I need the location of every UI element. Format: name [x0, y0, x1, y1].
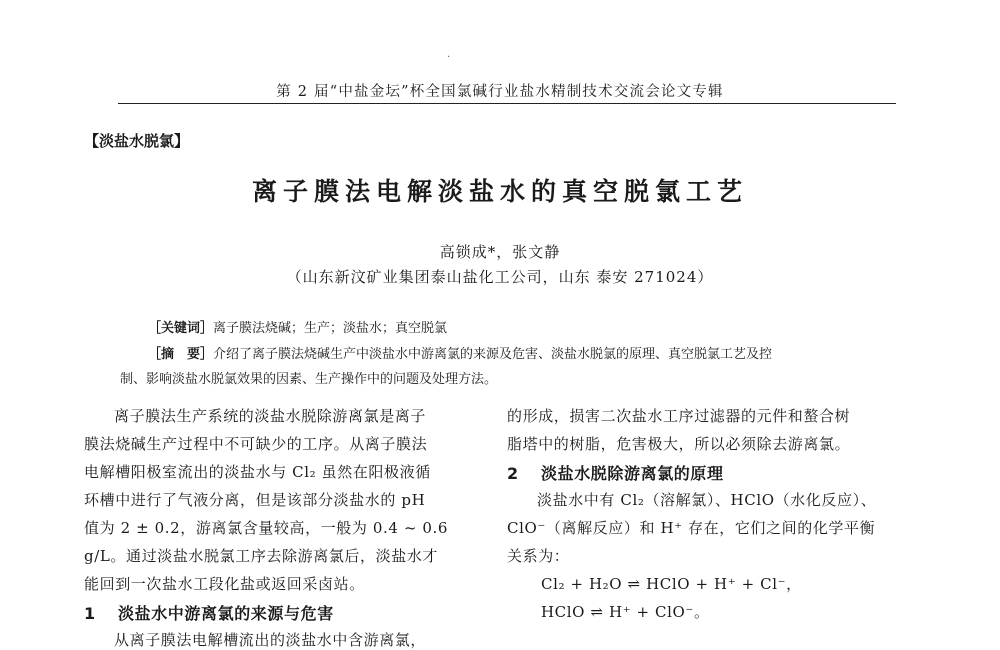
- header-rule: [118, 103, 896, 104]
- scan-speck: ·: [447, 52, 451, 63]
- keywords-text: 离子膜法烧碱；生产；淡盐水；真空脱氯: [213, 321, 448, 336]
- abstract-line-1: 介绍了离子膜法烧碱生产中淡盐水中游离氯的来源及危害、淡盐水脱氯的原理、真空脱氯工艺及控: [213, 347, 773, 362]
- section-tag: 【淡盐水脱氯】: [84, 132, 190, 150]
- abstract: [148, 343, 772, 362]
- paper-title: 离子膜法电解淡盐水的真空脱氯工艺: [251, 177, 748, 206]
- authors: 高锁成*，张文静: [439, 243, 561, 261]
- section-heading-text: 淡盐水脱除游离氯的原理: [541, 464, 724, 483]
- keywords-label: ［关键词］: [148, 321, 214, 336]
- body-line: 离子膜法生产系统的淡盐水脱除游离氯是离子: [114, 407, 427, 425]
- body-line: 膜法烧碱生产过程中不可缺少的工序。从离子膜法: [84, 435, 428, 453]
- body-line: 的形成，损害二次盐水工序过滤器的元件和螯合树: [507, 407, 851, 425]
- abstract-line-2: 制、影响淡盐水脱氯效果的因素、生产操作中的问题及处理方法。: [120, 372, 498, 387]
- keywords: [148, 317, 447, 336]
- equation-2: HClO ⇌ H⁺ + ClO⁻。: [541, 603, 710, 621]
- equation-1: Cl₂ + H₂O ⇌ HClO + H⁺ + Cl⁻，: [541, 575, 802, 593]
- body-line: 从离子膜法电解槽流出的淡盐水中含游离氯，: [114, 631, 427, 649]
- body-line: 关系为：: [507, 547, 570, 565]
- running-header: 第 2 届“中盐金坛”杯全国氯碱行业盐水精制技术交流会论文专辑: [276, 84, 724, 100]
- affiliation: （山东新汶矿业集团泰山盐化工公司，山东 泰安 271024）: [286, 268, 714, 286]
- section-number: 2: [507, 464, 519, 483]
- section-heading-2: [507, 461, 724, 484]
- body-line: ClO⁻（离解反应）和 H⁺ 存在，它们之间的化学平衡: [507, 519, 876, 537]
- body-line: 值为 2 ± 0.2，游离氯含量较高，一般为 0.4 ~ 0.6: [84, 519, 449, 537]
- body-line: 环槽中进行了气液分离，但是该部分淡盐水的 pH: [84, 491, 426, 509]
- body-line: 淡盐水中有 Cl₂（溶解氯）、HClO（水化反应）、: [537, 491, 877, 509]
- body-line: g/L。通过淡盐水脱氯工序去除游离氯后，淡盐水才: [84, 547, 439, 565]
- abstract-label: ［摘 要］: [148, 347, 214, 362]
- body-line: 脂塔中的树脂，危害极大，所以必须除去游离氯。: [507, 435, 851, 453]
- body-line: 电解槽阳极室流出的淡盐水与 Cl₂ 虽然在阳极液循: [84, 463, 431, 481]
- body-line: 能回到一次盐水工段化盐或返回采卤站。: [84, 575, 365, 593]
- section-heading-1: [84, 601, 334, 624]
- section-number: 1: [84, 604, 96, 623]
- section-heading-text: 淡盐水中游离氯的来源与危害: [118, 604, 334, 623]
